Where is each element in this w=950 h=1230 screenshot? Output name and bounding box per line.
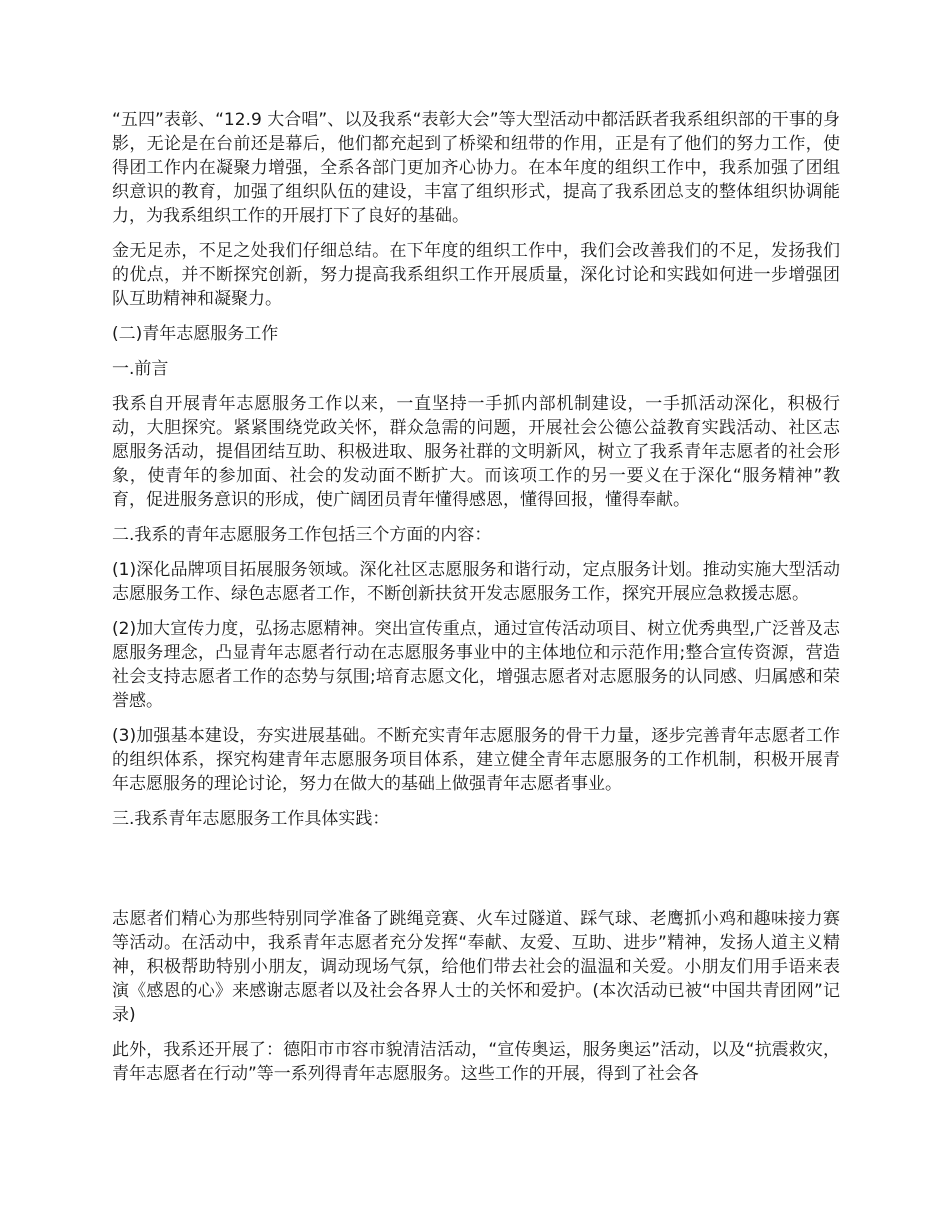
subheading-practice: 三.我系青年志愿服务工作具体实践： — [112, 809, 390, 829]
paragraph-organization-summary: “五四”表彰、“12.9 大合唱”、以及我系“表彰大会”等大型活动中都活跃者我系组织部的干事的身影，无论是在台前还是幕后，他们都充起到了桥梁和纽带的作用，正是有了他们的努力工作，使得团工作内在凝聚力增强，全系各部门更加齐心协力。在本年度的组织工作中，我系加强了团组织意识的教育，加强了组织队伍的建设，丰富了组织形式，提高了我系团总支的整体组织协调能力，为我系组织工作的开展打下了良好的基础。 — [112, 110, 840, 226]
paragraph-preface: 我系自开展青年志愿服务工作以来，一直坚持一手抓内部机制建设，一手抓活动深化，积极行动，大胆探究。紧紧围绕党政关怀，群众急需的问题，开展社会公德公益教育实践活动、社区志愿服务活动，提倡团结互助、积极进取、服务社群的文明新风，树立了我系青年志愿者的社会形象，使青年的参加面、社会的发动面不断扩大。而该项工作的另一要义在于深化“服务精神”教育，促进服务意识的形成，使广阔团员青年懂得感恩，懂得回报，懂得奉献。 — [112, 394, 840, 510]
paragraph-volunteer-activities: 志愿者们精心为那些特别同学准备了跳绳竞赛、火车过隧道、踩气球、老鹰抓小鸡和趣味接力赛等活动。在活动中，我系青年志愿者充分发挥“奉献、友爱、互助、进步”精神，发扬人道主义精神，积极帮助特别小朋友，调动现场气氛，给他们带去社会的温温和关爱。小朋友们用手语来表演《感恩的心》来感谢志愿者以及社会各界人士的关怀和爱护。(本次活动已被“中国共青团网”记录) — [112, 909, 840, 1025]
subheading-three-aspects: 二.我系的青年志愿服务工作包括三个方面的内容： — [112, 525, 492, 545]
list-item-3: (3)加强基本建设，夯实进展基础。不断充实青年志愿服务的骨干力量，逐步完善青年志愿者工作的组织体系，探究构建青年志愿服务项目体系，建立健全青年志愿服务的工作机制，积极开展青年志愿服务的理论讨论，努力在做大的基础上做强青年志愿者事业。 — [112, 726, 840, 794]
paragraph-shortcomings: 金无足赤，不足之处我们仔细总结。在下年度的组织工作中，我们会改善我们的不足，发扬我们的优点，并不断探究创新，努力提高我系组织工作开展质量，深化讨论和实践如何进一步增强团队互助精神和凝聚力。 — [112, 241, 840, 309]
paragraph-other-activities: 此外，我系还开展了：德阳市市容市貌清洁活动，“宣传奥运，服务奥运”活动，以及“抗震救灾，青年志愿者在行动”等一系列得青年志愿服务。这些工作的开展，得到了社会各 — [112, 1040, 840, 1084]
document-body — [112, 108, 840, 1086]
list-item-1: (1)深化品牌项目拓展服务领域。深化社区志愿服务和谐行动，定点服务计划。推动实施大型活动志愿服务工作、绿色志愿者工作，不断创新扶贫开发志愿服务工作，探究开展应急救援志愿。 — [112, 560, 840, 604]
blank-space — [112, 831, 840, 907]
list-item-2: (2)加大宣传力度，弘扬志愿精神。突出宣传重点，通过宣传活动项目、树立优秀典型,广泛普及志愿服务理念，凸显青年志愿者行动在志愿服务事业中的主体地位和示范作用;整合宣传资源，营造社会支持志愿者工作的态势与氛围;培育志愿文化，增强志愿者对志愿服务的认同感、归属感和荣誉感。 — [112, 619, 840, 711]
subheading-preface: 一.前言 — [112, 359, 169, 379]
section-heading-volunteer-work: (二)青年志愿服务工作 — [112, 324, 279, 344]
